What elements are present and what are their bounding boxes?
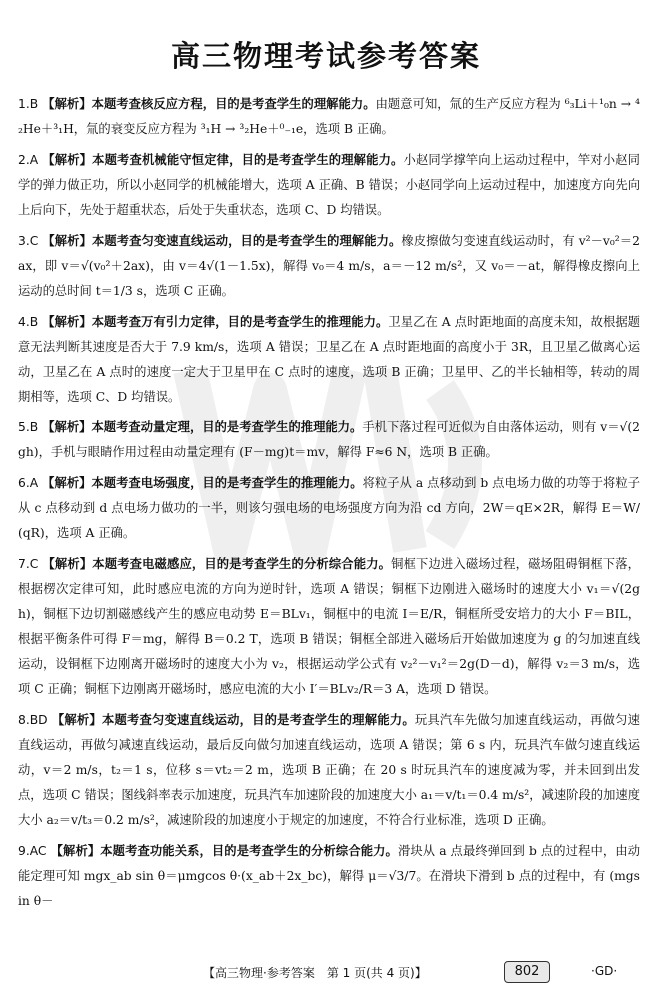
answer-item-2: [18, 148, 640, 223]
answer-item-4: [18, 310, 640, 410]
item-body: 铜框下边进入磁场过程，磁场阻碍铜框下落，根据楞次定律可知，此时感应电流的方向为逆时针，选项 A 错误；铜框下边刚进入磁场时的速度大小 v₁＝√(2gh)，铜框下边切割磁感线产生的感应电动势 E＝BLv₁，铜框中的电流 I＝E/R，铜框所受安培力的大小 F＝BIL，根据平衡条件可得 F＝mg，解得 B＝0.2 T，选项 B 错误；铜框全部进入磁场后开始做加速度为 g 的匀加速直线运动，设铜框下边刚离开磁场时的速度大小为 v₂，根据运动学公式有 v₂²－v₁²＝2g(D－d)，解得 v₂＝3 m/s，选项 C 正确；铜框下边刚离开磁场时，感应电流的大小 I′＝BLv₂/R＝3 A，选项 D 错误。: [18, 557, 640, 696]
item-lead: 本题考查动量定理，目的是考查学生的推理能力。: [91, 420, 363, 434]
item-lead: 本题考查电场强度，目的是考查学生的推理能力。: [91, 476, 363, 490]
answer-item-1: [18, 92, 640, 142]
analysis-tag: 【解析】: [42, 476, 92, 490]
answer-item-3: [18, 229, 640, 304]
item-number: 4.: [18, 315, 30, 329]
item-answer: A: [29, 476, 39, 490]
item-answer: C: [29, 557, 39, 571]
item-lead: 本题考查匀变速直线运动，目的是考查学生的理解能力。: [101, 713, 415, 727]
footer-region: ·GD·: [591, 964, 618, 978]
item-answer: B: [29, 97, 39, 111]
item-number: 1.: [18, 97, 30, 111]
item-answer: A: [29, 153, 39, 167]
analysis-tag: 【解析】: [50, 844, 101, 858]
item-lead: 本题考查核反应方程，目的是考查学生的理解能力。: [91, 97, 376, 111]
item-body: 橡皮擦做匀变速直线运动时，有 v²－v₀²＝2ax，即 v＝√(v₀²＋2ax)，由 v＝4√(1－1.5x)，解得 v₀＝4 m/s，a＝－12 m/s²，又 v₀＝－at，解得橡皮擦向上运动的总时间 t＝1/3 s，选项 C 正确。: [18, 234, 640, 298]
item-body: 将粒子从 a 点移动到 b 点电场力做的功等于将粒子从 c 点移动到 d 点电场力做功的一半，则该匀强电场的电场强度方向为沿 cd 方向，2W＝qE×2R，解得 E＝W/(qR)，选项 A 正确。: [18, 476, 640, 540]
item-answer: B: [29, 420, 39, 434]
analysis-tag: 【解析】: [42, 97, 92, 111]
item-lead: 本题考查匀变速直线运动，目的是考查学生的理解能力。: [91, 234, 402, 248]
item-lead: 本题考查功能关系，目的是考查学生的分析综合能力。: [100, 844, 398, 858]
item-lead: 本题考查万有引力定律，目的是考查学生的推理能力。: [91, 315, 389, 329]
analysis-tag: 【解析】: [42, 420, 92, 434]
analysis-tag: 【解析】: [42, 153, 93, 167]
item-lead: 本题考查电磁感应，目的是考查学生的分析综合能力。: [92, 557, 392, 571]
item-number: 3.: [18, 234, 30, 248]
answer-item-7: [18, 552, 640, 702]
footer-code-badge: 802: [504, 961, 550, 983]
answer-item-6: [18, 471, 640, 546]
item-answer: B: [29, 315, 39, 329]
item-number: 5.: [18, 420, 30, 434]
page-footer: [0, 960, 652, 984]
item-number: 8.: [18, 713, 30, 727]
item-answer: BD: [29, 713, 48, 727]
footer-page-info: 【高三物理·参考答案 第 1 页(共 4 页)】: [203, 966, 427, 980]
answer-list: [18, 92, 640, 920]
item-body: 小赵同学撑竿向上运动过程中，竿对小赵同学的弹力做正功，所以小赵同学的机械能增大，选项 A 正确、B 错误；小赵同学向上运动过程中，加速度方向先向上后向下，先处于超重状态，后处于失重状态，选项 C、D 均错误。: [18, 153, 640, 217]
item-answer: C: [29, 234, 39, 248]
answer-item-9: [18, 839, 640, 914]
item-number: 7.: [18, 557, 30, 571]
analysis-tag: 【解析】: [42, 234, 92, 248]
item-answer: AC: [29, 844, 47, 858]
item-body: 由题意可知，氚的生产反应方程为 ⁶₃Li＋¹₀n → ⁴₂He＋³₁H，氚的衰变反应方程为 ³₁H → ³₂He＋⁰₋₁e，选项 B 正确。: [18, 97, 640, 136]
page-title: 高三物理考试参考答案: [170, 39, 481, 73]
item-number: 2.: [18, 153, 30, 167]
item-number: 9.: [18, 844, 30, 858]
item-number: 6.: [18, 476, 30, 490]
analysis-tag: 【解析】: [42, 557, 93, 571]
item-body: 玩具汽车先做匀加速直线运动，再做匀速直线运动，再做匀减速直线运动，最后反向做匀加速直线运动，选项 A 错误；第 6 s 内，玩具汽车做匀速直线运动，v＝2 m/s，t₂＝1 s，位移 s＝vt₂＝2 m，选项 B 正确；在 20 s 时玩具汽车的速度减为零，并未回到出发点，选项 C 错误；图线斜率表示加速度，玩具汽车加速阶段的加速度大小 a₁＝v/t₁＝0.4 m/s²，减速阶段的加速度大小 a₂＝v/t₃＝0.2 m/s²，减速阶段的加速度小于规定的加速度，不符合行业标准，选项 D 正确。: [18, 713, 640, 827]
item-body: 卫星乙在 A 点时距地面的高度未知，故根据题意无法判断其速度是否大于 7.9 km/s，选项 A 错误；卫星乙在 A 点时距地面的高度小于 3R，且卫星乙做离心运动，卫星乙在 A 点时的速度一定大于卫星甲在 C 点时的速度，选项 B 正确；卫星甲、乙的半长轴相等，转动的周期相等，选项 C、D 均错误。: [18, 315, 640, 404]
item-body: 滑块从 a 点最终弹回到 b 点的过程中，由动能定理可知 mgx_ab sin θ＝μmgcos θ·(x_ab＋2x_bc)，解得 μ＝√3/7。在滑块下滑到 b 点的过程中，有 (mgsin θ－: [18, 844, 640, 908]
analysis-tag: 【解析】: [51, 713, 102, 727]
item-body: 手机下落过程可近似为自由落体运动，则有 v＝√(2gh)，手机与眼睛作用过程由动量定理有 (F－mg)t＝mv，解得 F≈6 N，选项 B 正确。: [18, 420, 640, 459]
analysis-tag: 【解析】: [42, 315, 92, 329]
answer-item-8: [18, 708, 640, 833]
item-lead: 本题考查机械能守恒定律，目的是考查学生的理解能力。: [92, 153, 404, 167]
answer-item-5: [18, 415, 640, 465]
